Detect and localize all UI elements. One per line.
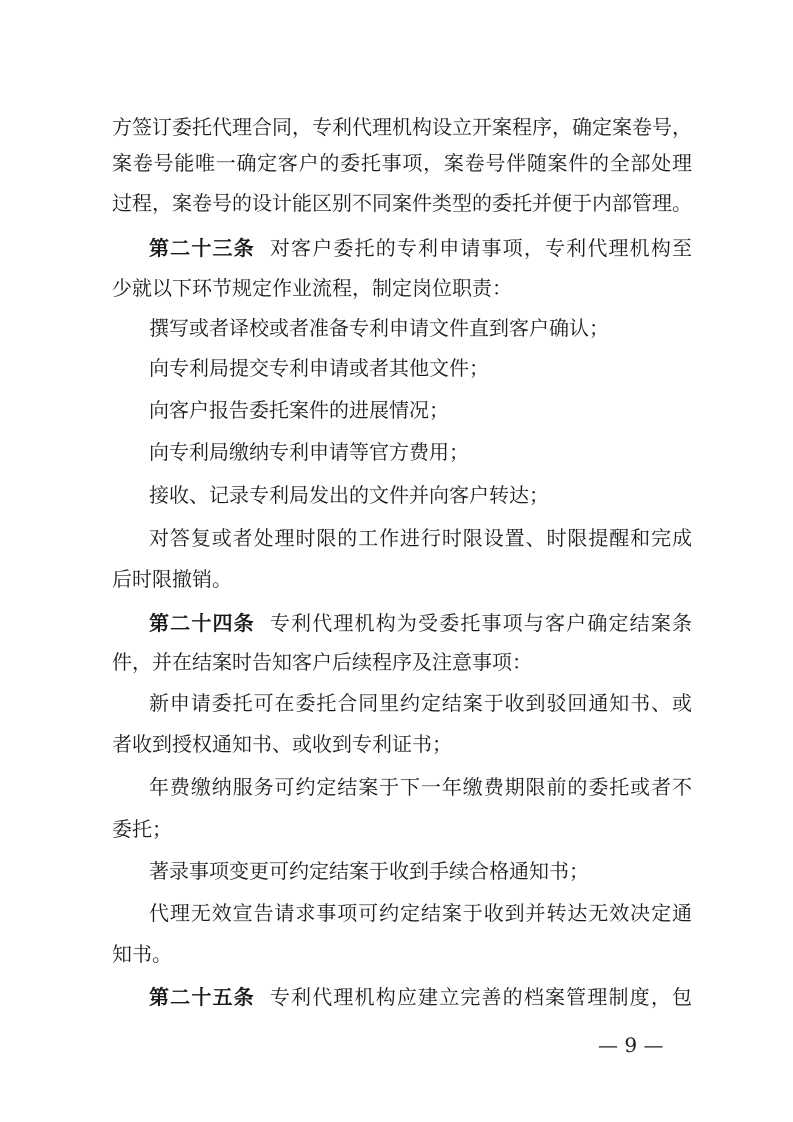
body-line: 案卷号能唯一确定客户的委托事项，案卷号伴随案件的全部处理 [112, 151, 692, 175]
body-line: 方签订委托代理合同，专利代理机构设立开案程序，确定案卷号， [112, 115, 692, 139]
article-25-title: 第二十五条 [149, 985, 255, 1009]
body-line: 件，并在结案时告知客户后续程序及注意事项： [112, 650, 532, 674]
article-24-heading-line [149, 609, 692, 637]
list-item: 向专利局缴纳专利申请等官方费用； [149, 440, 469, 464]
body-line: 者收到授权通知书、或收到专利证书； [112, 732, 452, 756]
body-line: 知书。 [112, 942, 172, 966]
article-25-text: 专利代理机构应建立完善的档案管理制度，包 [269, 985, 692, 1009]
article-24-title: 第二十四条 [149, 611, 255, 635]
list-item: 对答复或者处理时限的工作进行时限设置、时限提醒和完成 [149, 526, 692, 550]
list-item: 向客户报告委托案件的进展情况； [149, 398, 449, 422]
list-item: 撰写或者译校或者准备专利申请文件直到客户确认； [149, 316, 609, 340]
list-item: 年费缴纳服务可约定结案于下一年缴费期限前的委托或者不 [149, 775, 692, 799]
list-item: 接收、记录专利局发出的文件并向客户转达； [149, 483, 549, 507]
page-number: — 9 — [598, 1033, 664, 1057]
list-item: 新申请委托可在委托合同里约定结案于收到驳回通知书、或 [149, 691, 692, 715]
body-line: 委托； [112, 817, 172, 841]
article-23-heading-line [149, 234, 692, 262]
article-23-text: 对客户委托的专利申请事项，专利代理机构至 [269, 236, 692, 260]
list-item: 代理无效宣告请求事项可约定结案于收到并转达无效决定通 [149, 901, 692, 925]
article-25-heading-line [149, 983, 692, 1011]
body-line: 后时限撤销。 [112, 567, 232, 591]
body-line: 过程，案卷号的设计能区别不同案件类型的委托并便于内部管理。 [112, 191, 692, 215]
article-24-text: 专利代理机构为受委托事项与客户确定结案条 [269, 611, 692, 635]
list-item: 向专利局提交专利申请或者其他文件； [149, 356, 489, 380]
list-item: 著录事项变更可约定结案于收到手续合格通知书； [149, 859, 589, 883]
article-23-title: 第二十三条 [149, 236, 255, 260]
body-line: 少就以下环节规定作业流程，制定岗位职责： [112, 276, 512, 300]
